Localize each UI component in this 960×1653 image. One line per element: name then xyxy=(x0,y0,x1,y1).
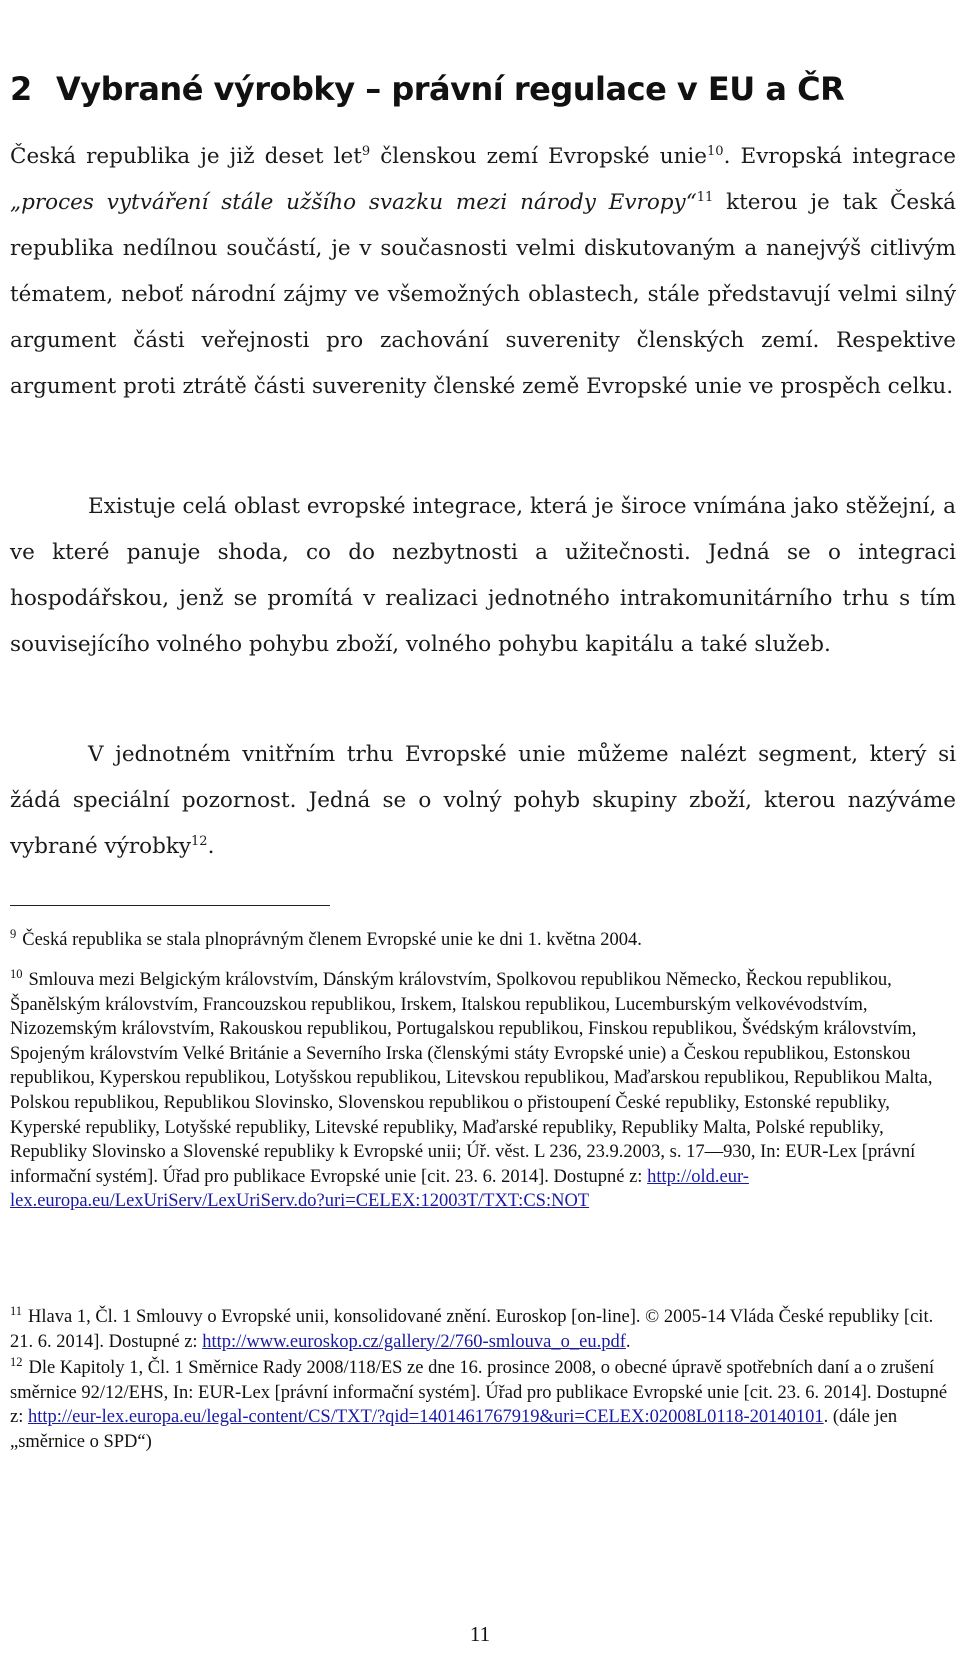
footnote-text: Smlouva mezi Belgickým královstvím, Dánským královstvím, Spolkovou republikou Německo, Řeckou republikou, Španělským královstvím, Francouzskou republikou, Irskem, Italskou republikou, Lucemburským velkovévodstvím, Nizozemským královstvím, Rakouskou republikou, Portugalskou republikou, Finskou republikou, Švédským královstvím, Spojeným královstvím Velké Británie a Severního Irska (členskými státy Evropské unie) a Českou republikou, Estonskou republikou, Kyperskou republikou, Lotyšskou republikou, Litevskou republikou, Maďarskou republikou, Republikou Malta, Polskou republikou, Republikou Slovinsko, Slovenskou republikou o přistoupení České republiky, Estonské republiky, Kyperské republiky, Lotyšské republiky, Litevské republiky, Maďarské republiky, Republiky Malta, Polské republiky, Republiky Slovinsko a Slovenské republiky k Evropské unii; Úř. věst. L 236, 23.9.2003, s. 17—930, In: EUR-Lex [právní informační systém]. Úřad pro publikace Evropské unie [cit. 23. 6. 2014]. Dostupné z: xyxy=(10,970,933,1187)
footnote-ref-10[interactable]: 10 xyxy=(707,144,724,159)
chapter-heading xyxy=(10,70,844,108)
footnote-ref-9[interactable]: 9 xyxy=(361,144,371,159)
chapter-number: 2 xyxy=(10,70,32,108)
footnote-ref-12[interactable]: 12 xyxy=(191,834,208,849)
footnote-text-after: . (dále jen „směrnice o SPD“) xyxy=(10,1407,898,1452)
footnote-separator xyxy=(10,905,330,906)
footnote-text-after: . xyxy=(625,1331,631,1352)
footnote-link[interactable]: http://www.euroskop.cz/gallery/2/760-smlouva_o_eu.pdf xyxy=(202,1331,626,1352)
footnote-10: $^{10}$ Smlouva mezi Belgickým královstvím, Dánským královstvím, Spolkovou republikou Německo, Řeckou republikou, Španělským královstvím, Francouzskou republikou, Irskem, Italskou republikou, Lucemburským velkovévodstvím, Nizozemským královstvím, Rakouskou republikou, Portugalskou republikou, Finskou republikou, Švédským královstvím, Spojeným královstvím Velké Británie a Severního Irska (členskými státy Evropské unie) a Českou republikou, Estonskou republikou, Kyperskou republikou, Lotyšskou republikou, Litevskou republikou, Maďarskou republikou, Republikou Malta, Polskou republikou, Republikou Slovinsko, Slovenskou republikou o přistoupení České republiky, Estonské republiky, Kyperské republiky, Lotyšské republiky, Litevské republiky, Maďarské republiky, Republiky Malta, Polské republiky, Republiky Slovinsko a Slovenské republiky k Evropské unii; Úř. věst. L 236, 23.9.2003, s. 17—930, In: EUR-Lex [právní informační systém]. Úřad pro publikace Evropské unie [cit. 23. 6. 2014]. Dostupné z: http://old.eur-lex.europa.eu/LexUriServ/LexUriServ.do?uri=CELEX:12003T/TXT:CS:NOT xyxy=(10,967,933,1212)
paragraph-single-market xyxy=(10,732,956,870)
footnote-link[interactable]: http://eur-lex.europa.eu/legal-content/CS/TXT/?qid=1401461767919&uri=CELEX:02008L0118-20140101 xyxy=(27,1407,824,1428)
footnote-9: $^9$ Česká republika se stala plnoprávným členem Evropské unie ke dni 1. května 2004. xyxy=(10,927,642,950)
paragraph-intro xyxy=(10,134,956,410)
footnote-text: Česká republika se stala plnoprávným členem Evropské unie ke dni 1. května 2004. xyxy=(22,930,642,950)
paragraph-text: . xyxy=(207,834,215,859)
paragraph-text: kterou je tak Česká republika nedílnou součástí, je v současnosti velmi diskutovaným a nanejvýš citlivým tématem, neboť národní zájmy ve všemožných oblastech, stále představují velmi silný argument části veřejnosti pro zachování suverenity členských zemí. Respektive argument proti ztrátě části suverenity členské země Evropské unie ve prospěch celku. xyxy=(10,190,956,399)
footnote-link[interactable]: http://old.eur-lex.europa.eu/LexUriServ/LexUriServ.do?uri=CELEX:12003T/TXT:CS:NOT xyxy=(10,1166,749,1212)
footnote-12: $^{12}$ Dle Kapitoly 1, Čl. 1 Směrnice Rady 2008/118/ES ze dne 16. prosince 2008, o obecné úpravě spotřebních daní a o zrušení směrnice 92/12/EHS, In: EUR-Lex [právní informační systém]. Úřad pro publikace Evropské unie [cit. 23. 6. 2014]. Dostupné z: http://eur-lex.europa.eu/legal-content/CS/TXT/?qid=1401461767919&uri=CELEX:02008L0118-20140101. (dále jen „směrnice o SPD“) xyxy=(10,1355,948,1452)
quoted-definition: „proces vytváření stále užšího svazku mezi národy Evropy“ xyxy=(10,190,697,215)
chapter-title: Vybrané výrobky – právní regulace v EU a ČR xyxy=(56,70,845,108)
paragraph-text: . Evropská integrace xyxy=(723,144,956,169)
paragraph-text: V jednotném vnitřním trhu Evropské unie můžeme nalézt segment, který si žádá speciální pozornost. Jedná se o volný pohyb skupiny zboží, kterou nazýváme vybrané výrobky xyxy=(10,742,956,859)
page-number: 11 xyxy=(469,1622,491,1646)
paragraph-text: členskou zemí Evropské unie xyxy=(370,144,708,169)
footnote-11: $^{11}$ Hlava 1, Čl. 1 Smlouvy o Evropské unii, konsolidované znění. Euroskop [on-line]. © 2005-14 Vláda České republiky [cit. 21. 6. 2014]. Dostupné z: http://www.euroskop.cz/gallery/2/760-smlouva_o_eu.pdf. xyxy=(10,1304,934,1352)
paragraph-economic-integration: Existuje celá oblast evropské integrace, která je široce vnímána jako stěžejní, a ve které panuje shoda, co do nezbytnosti a užitečnosti. Jedná se o integraci hospodářskou, jenž se promítá v realizaci jednotného intrakomunitárního trhu s tím souvisejícího volného pohybu zboží, volného pohybu kapitálu a také služeb. xyxy=(10,494,956,657)
paragraph-text: Česká republika je již deset let xyxy=(10,144,362,169)
footnote-text: Dle Kapitoly 1, Čl. 1 Směrnice Rady 2008/118/ES ze dne 16. prosince 2008, o obecné úpravě spotřebních daní a o zrušení směrnice 92/12/EHS, In: EUR-Lex [právní informační systém]. Úřad pro publikace Evropské unie [cit. 23. 6. 2014]. Dostupné z: xyxy=(10,1358,948,1428)
footnote-text: Hlava 1, Čl. 1 Smlouvy o Evropské unii, konsolidované znění. Euroskop [on-line]. © 2005-14 Vláda České republiky [cit. 21. 6. 2014]. Dostupné z: xyxy=(10,1307,934,1352)
footnote-ref-11[interactable]: 11 xyxy=(696,190,714,205)
